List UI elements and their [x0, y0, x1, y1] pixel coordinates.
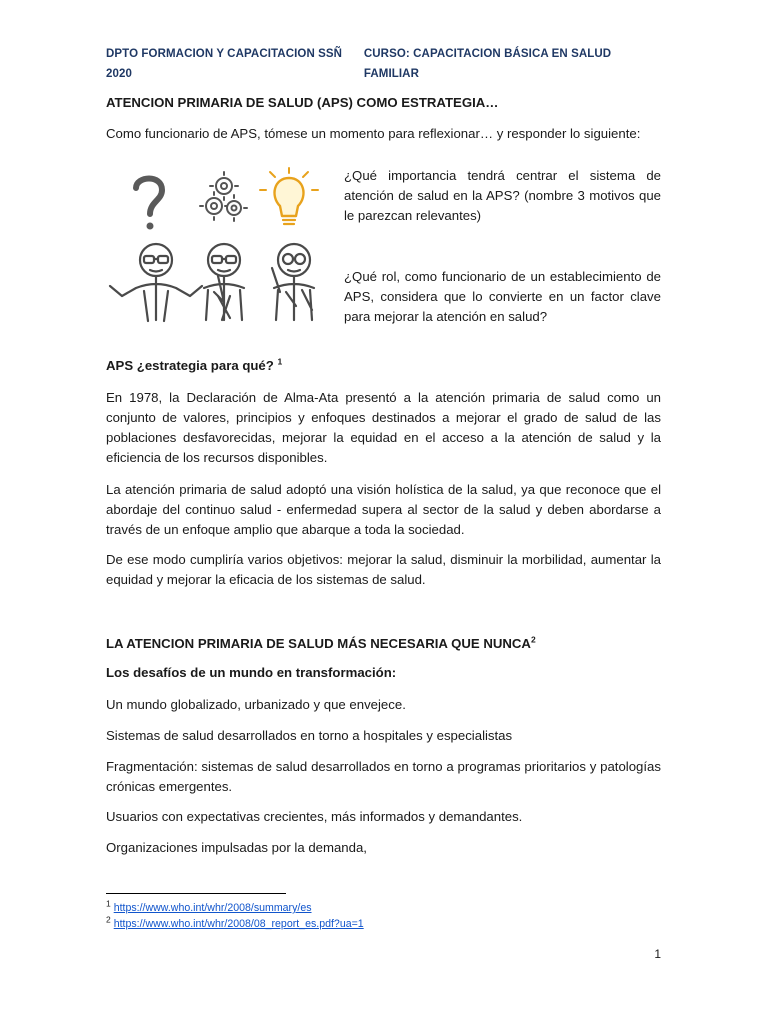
paragraph-objetivos: De ese modo cumpliría varios objetivos: mejorar la salud, disminuir la morbilidad, aumentar la equidad y mejorar la eficacia de los sistemas de salud.: [106, 552, 661, 587]
heading-text: APS ¿estrategia para qué?: [106, 358, 274, 373]
footnote-ref-1[interactable]: 1: [277, 356, 283, 367]
question-role-funcionario: ¿Qué rol, como funcionario de un establecimiento de APS, considera que lo convierte en un factor clave para mejorar la atención en salud?: [344, 269, 661, 325]
list-item: Un mundo globalizado, urbanizado y que envejece.: [106, 697, 406, 712]
document-page: [106, 0, 661, 1024]
header-department: DPTO FORMACION Y CAPACITACION SSÑ 2020: [106, 48, 343, 80]
paragraph-vision-holistica: La atención primaria de salud adoptó una visión holística de la salud, ya que reconoce que el abordaje del continuo salud - enfermedad supera al sector de la salud y deben abordarse a través de un enfoque amplio que abarque a toda la sociedad.: [106, 482, 661, 537]
list-item: Organizaciones impulsadas por la demanda,: [106, 840, 367, 855]
person-thinking-figure: [204, 244, 244, 320]
thinking-people-illustration: [106, 166, 334, 326]
list-item: Usuarios con expectativas crecientes, más informados y demandantes.: [106, 809, 523, 824]
lightbulb-icon: [260, 168, 318, 224]
question-importance-aps: ¿Qué importancia tendrá centrar el sistema de atención de salud en la APS? (nombre 3 motivos que le parezcan relevantes): [344, 168, 661, 224]
footnote-ref-2[interactable]: 2: [530, 634, 536, 645]
footnote-2: [106, 914, 364, 931]
page-number: 1: [654, 947, 661, 961]
footnote-link-1[interactable]: https://www.who.int/whr/2008/summary/es: [113, 902, 312, 914]
question-mark-icon: [136, 179, 162, 230]
person-shrugging-figure: [110, 244, 202, 321]
footnote-divider: [106, 893, 286, 894]
section-heading-estrategia-para-que: [106, 356, 661, 376]
header-course: CURSO: CAPACITACION BÁSICA EN SALUD FAMILIAR: [363, 48, 612, 80]
gears-icon: [200, 172, 247, 221]
page-header: [106, 44, 661, 84]
heading-text: LA ATENCION PRIMARIA DE SALUD MÁS NECESARIA QUE NUNCA: [106, 636, 531, 651]
footnote-1: [106, 898, 312, 915]
intro-paragraph: Como funcionario de APS, tómese un momento para reflexionar… y responder lo siguiente:: [106, 126, 641, 141]
paragraph-alma-ata: En 1978, la Declaración de Alma-Ata presentó a la atención primaria de salud como un conjunto de valores, principios y enfoques destinados a mejorar el grado de salud de las poblaciones desfavorecidas, mejorar la equidad en el acceso a la atención de salud y la eficiencia de los recursos disponibles.: [106, 390, 661, 465]
list-item: Fragmentación: sistemas de salud desarrollados en torno a programas prioritarios y patologías crónicas emergentes.: [106, 759, 661, 794]
footnote-link-2[interactable]: https://www.who.int/whr/2008/08_report_es.pdf?ua=1: [113, 918, 364, 930]
section-heading-aps-estrategia: ATENCION PRIMARIA DE SALUD (APS) COMO ESTRATEGIA…: [106, 95, 499, 110]
section-heading-mas-necesaria: [106, 634, 661, 654]
person-idea-figure: [272, 244, 314, 320]
list-item: Sistemas de salud desarrollados en torno a hospitales y especialistas: [106, 728, 513, 743]
footnote-number: 1: [106, 898, 111, 909]
subheading-desafios: Los desafíos de un mundo en transformación:: [106, 665, 397, 680]
footnote-number: 2: [106, 914, 111, 925]
